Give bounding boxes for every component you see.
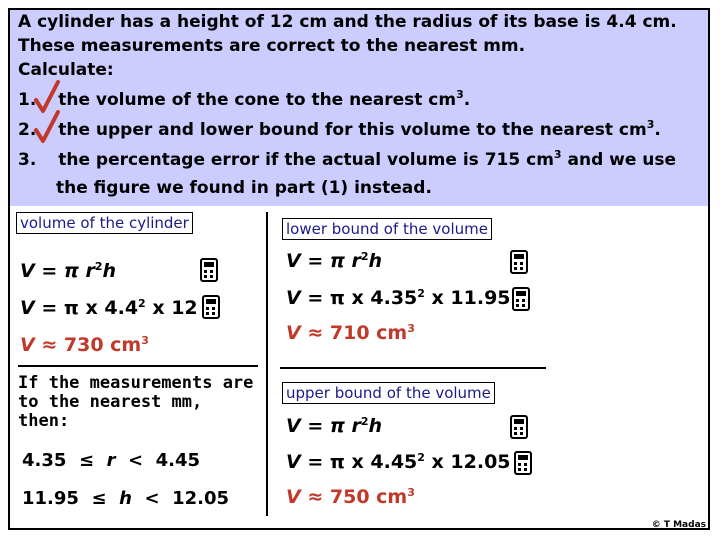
question-line-1: A cylinder has a height of 12 cm and the radius of its base is 4.4 cm. — [18, 12, 677, 32]
column-divider — [266, 212, 268, 516]
upper-bound-substitution: V = π x 4.45$^2$ x 12.05 — [286, 451, 511, 473]
lower-bound-result: V ≈ 710 $cm^3$ — [286, 322, 415, 344]
calculator-icon — [508, 415, 530, 439]
calculator-icon — [508, 250, 530, 274]
question-item-3-cont: the figure we found in part (1) instead. — [56, 178, 432, 198]
copyright: © T Madas — [651, 520, 706, 530]
question-item-1: 1. the volume of the cone to the nearest $cm^3$. — [18, 88, 471, 110]
calculator-icon — [512, 451, 534, 475]
question-line-3: Calculate: — [18, 60, 114, 80]
tick-icon — [34, 80, 60, 114]
question-item-2: 2. the upper and lower bound for this volume to the nearest $cm^3$. — [18, 118, 661, 140]
upper-bound-label: upper bound of the volume — [282, 382, 495, 404]
upper-bound-result: V ≈ 750 $cm^3$ — [286, 486, 415, 508]
question-line-2: These measurements are correct to the nearest mm. — [18, 36, 526, 56]
question-item-3: 3. the percentage error if the actual volume is 715 $cm^3$ and we use — [18, 148, 677, 170]
cylinder-volume-label: volume of the cylinder — [16, 212, 193, 234]
nearest-mm-note: If the measurements are to the nearest mm, then: — [18, 373, 254, 431]
radius-bounds: 4.35 ≤ r < 4.45 — [22, 450, 201, 471]
volume-substitution: V = π x $4.4^2$ x 12 — [20, 297, 198, 319]
upper-bound-formula: V = π $r^2h$ — [286, 415, 383, 437]
calculator-icon — [200, 295, 222, 319]
height-bounds: 11.95 ≤ h < 12.05 — [22, 488, 230, 509]
lower-bound-label: lower bound of the volume — [282, 218, 492, 240]
lower-bound-formula: V = π $r^2h$ — [286, 250, 383, 272]
calculator-icon — [198, 258, 220, 282]
tick-icon — [34, 110, 60, 144]
volume-result: V ≈ 730 $cm^3$ — [20, 334, 149, 356]
volume-formula: V = π $r^2h$ — [20, 260, 117, 282]
calculator-icon — [510, 287, 532, 311]
divider-line — [280, 367, 546, 369]
divider-line — [18, 365, 258, 367]
lower-bound-substitution: V = π x 4.35$^2$ x 11.95 — [286, 287, 511, 309]
